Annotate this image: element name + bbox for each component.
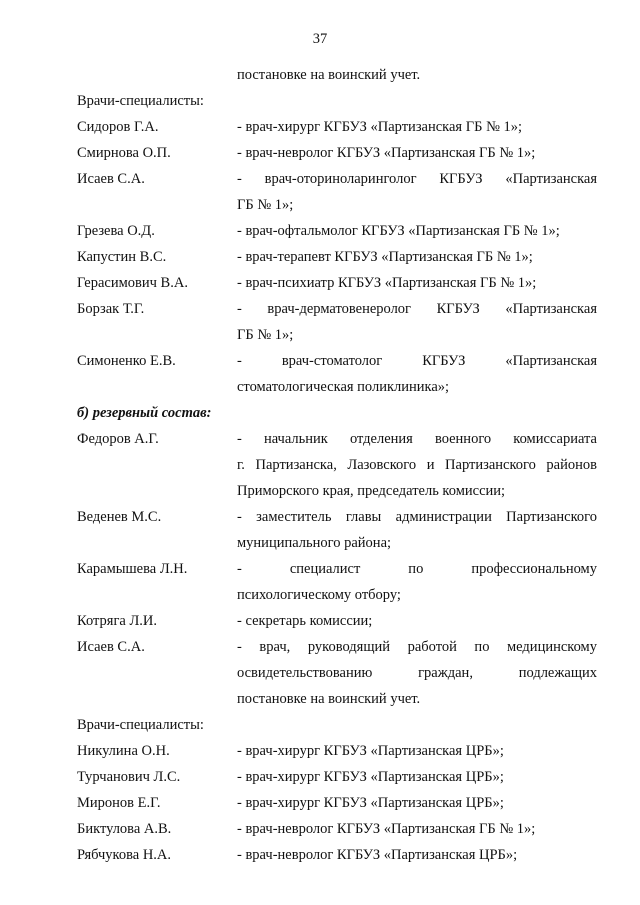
member-name: Сидоров Г.А.: [77, 119, 159, 135]
member-role-line: - специалист по профессиональному: [237, 561, 597, 577]
member-role-line: муниципального района;: [237, 535, 392, 551]
member-name: Грезева О.Д.: [77, 223, 155, 239]
member-name: Миронов Е.Г.: [77, 795, 161, 811]
member-role: [237, 738, 597, 764]
member-row: [77, 816, 597, 842]
member-role: [237, 504, 597, 556]
member-name: Борзак Т.Г.: [77, 301, 145, 317]
member-role-line: постановке на воинский учет.: [237, 691, 421, 707]
member-role: [237, 842, 597, 868]
member-name: Рябчукова Н.А.: [77, 847, 172, 863]
member-role: [237, 816, 597, 842]
member-role-line: - врач-терапевт КГБУЗ «Партизанская ГБ № 1»;: [237, 249, 533, 265]
member-name: Герасимович В.А.: [77, 275, 188, 291]
member-name: Котряга Л.И.: [77, 613, 158, 629]
member-role: [237, 790, 597, 816]
member-row: [77, 764, 597, 790]
member-role: [237, 296, 597, 348]
member-row: [77, 114, 597, 140]
member-role: [237, 166, 597, 218]
member-row: [77, 608, 597, 634]
member-role-line: - врач-стоматолог КГБУЗ «Партизанская: [237, 353, 597, 369]
page-number: 37: [312, 31, 328, 47]
member-role-line: Приморского края, председатель комиссии;: [237, 483, 506, 499]
specialists-list: [77, 114, 597, 400]
member-role-line: - врач-дерматовенеролог КГБУЗ «Партизанская: [237, 301, 597, 317]
member-role-line: - начальник отделения военного комиссариата: [237, 431, 597, 447]
member-row: [77, 218, 597, 244]
member-name: Федоров А.Г.: [77, 431, 159, 447]
member-name: Симоненко Е.В.: [77, 353, 176, 369]
member-row: [77, 348, 597, 400]
member-name: Смирнова О.П.: [77, 145, 171, 161]
section-heading-specialists-reserve: Врачи-специалисты:: [77, 717, 204, 733]
member-role: [237, 244, 597, 270]
member-role: [237, 348, 597, 400]
member-row: [77, 270, 597, 296]
member-role-line: - врач-невролог КГБУЗ «Партизанская ЦРБ»;: [237, 847, 518, 863]
member-row: [77, 634, 597, 712]
member-row: [77, 842, 597, 868]
member-name: Турчанович Л.С.: [77, 769, 181, 785]
member-role-line: - врач, руководящий работой по медицинскому: [237, 639, 597, 655]
member-row: [77, 556, 597, 608]
member-row: [77, 296, 597, 348]
member-role-line: психологическому отбору;: [237, 587, 401, 603]
member-name: Биктулова А.В.: [77, 821, 172, 837]
reserve-list: [77, 426, 597, 712]
member-role-line: ГБ № 1»;: [237, 327, 294, 343]
member-name: Веденев М.С.: [77, 509, 162, 525]
member-name: Исаев С.А.: [77, 639, 145, 655]
member-role-line: стоматологическая поликлиника»;: [237, 379, 450, 395]
member-role-line: - врач-хирург КГБУЗ «Партизанская ЦРБ»;: [237, 769, 504, 785]
member-role: [237, 114, 597, 140]
member-role-line: освидетельствованию граждан, подлежащих: [237, 665, 597, 681]
member-row: [77, 738, 597, 764]
member-role: [237, 764, 597, 790]
member-name: Никулина О.Н.: [77, 743, 170, 759]
member-role-line: - врач-невролог КГБУЗ «Партизанская ГБ № 1»;: [237, 145, 536, 161]
member-role-line: - врач-хирург КГБУЗ «Партизанская ЦРБ»;: [237, 743, 504, 759]
member-role-line: - врач-офтальмолог КГБУЗ «Партизанская ГБ № 1»;: [237, 223, 560, 239]
member-row: [77, 140, 597, 166]
member-name: Капустин В.С.: [77, 249, 167, 265]
member-role-line: - врач-хирург КГБУЗ «Партизанская ЦРБ»;: [237, 795, 504, 811]
reserve-specialists-list: [77, 738, 597, 868]
member-role-line: - врач-невролог КГБУЗ «Партизанская ГБ № 1»;: [237, 821, 536, 837]
member-role: [237, 426, 597, 504]
member-role-line: - заместитель главы администрации Партизанского: [237, 509, 597, 525]
member-row: [77, 426, 597, 504]
document-body: [77, 62, 597, 868]
member-role: [237, 634, 597, 712]
member-role: [237, 556, 597, 608]
member-role: [237, 270, 597, 296]
member-row: [77, 244, 597, 270]
member-role-line: - врач-оториноларинголог КГБУЗ «Партизанская: [237, 171, 597, 187]
member-role-line: - врач-психиатр КГБУЗ «Партизанская ГБ № 1»;: [237, 275, 537, 291]
section-heading-specialists: Врачи-специалисты:: [77, 93, 204, 109]
member-role: [237, 608, 597, 634]
member-name: Карамышева Л.Н.: [77, 561, 188, 577]
member-row: [77, 504, 597, 556]
member-row: [77, 166, 597, 218]
continuation-text: постановке на воинский учет.: [237, 67, 421, 83]
member-role-line: - секретарь комиссии;: [237, 613, 373, 629]
member-name: Исаев С.А.: [77, 171, 145, 187]
member-role: [237, 218, 597, 244]
member-role-line: - врач-хирург КГБУЗ «Партизанская ГБ № 1»;: [237, 119, 523, 135]
section-heading-reserve: б) резервный состав:: [77, 405, 212, 421]
member-role-line: ГБ № 1»;: [237, 197, 294, 213]
member-row: [77, 790, 597, 816]
member-role-line: г. Партизанска, Лазовского и Партизанского районов: [237, 457, 597, 473]
member-role: [237, 140, 597, 166]
